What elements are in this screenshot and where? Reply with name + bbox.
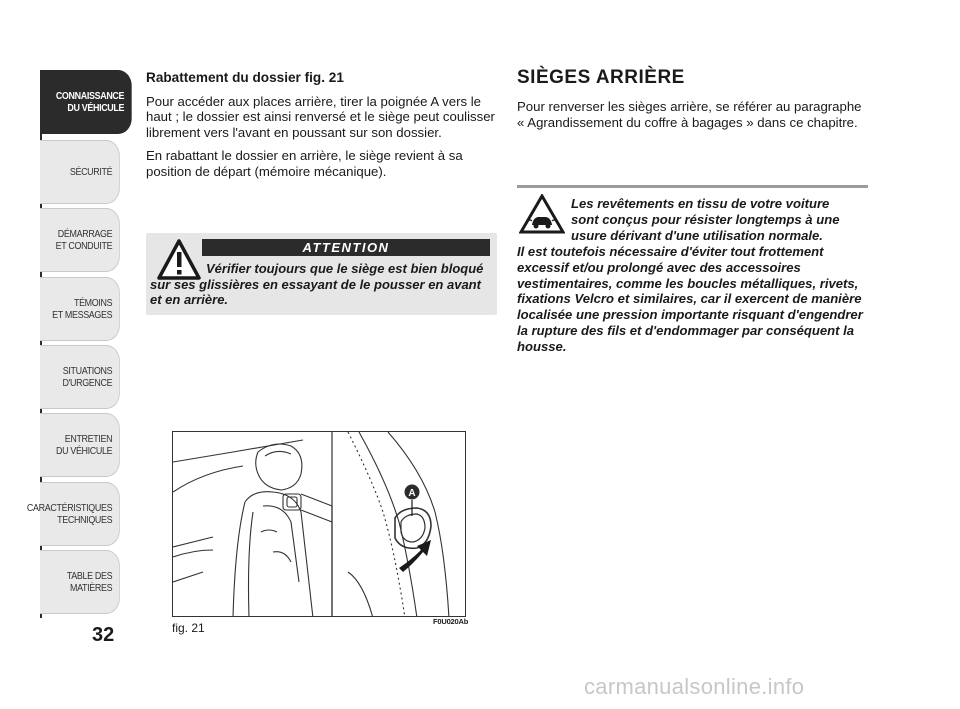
seat-illustration <box>173 432 466 617</box>
warning-box <box>146 233 497 315</box>
note-line-3: usure dérivant d'une utilisation normale. <box>571 227 823 243</box>
figure-caption: fig. 21 <box>172 621 205 635</box>
warning-label: ATTENTION <box>202 239 490 256</box>
figure-code: F0U020Ab <box>433 617 469 626</box>
tab-temoins-et-messages[interactable]: TÉMOINS ET MESSAGES <box>40 277 120 341</box>
right-column <box>517 67 869 130</box>
tab-securite[interactable]: SÉCURITÉ <box>40 140 120 204</box>
tab-caracteristiques-techniques[interactable]: CARACTÉRISTIQUES TECHNIQUES <box>40 482 120 546</box>
seat-figure <box>172 431 466 617</box>
left-column <box>146 70 496 188</box>
paragraph-1: Pour accéder aux places arrière, tirer la poignée A vers le haut ; le dossier est ainsi renversé et le siège peut coulisser librement vers l'avant en poussant sur son dossier. <box>146 93 495 140</box>
tab-demarrage-et-conduite[interactable]: DÉMARRAGE ET CONDUITE <box>40 208 120 272</box>
right-paragraph: Pour renverser les sièges arrière, se référer au paragraphe « Agrandissement du coffre à bagages » dans ce chapitre. <box>517 99 862 130</box>
tab-situations-d-urgence[interactable]: SITUATIONS D'URGENCE <box>40 345 120 409</box>
tab-connaissance-du-vehicule[interactable]: CONNAISSANCE DU VÉHICULE <box>40 70 132 134</box>
paragraph-2: En rabattant le dossier en arrière, le siège revient à sa position de départ (mémoire mécanique). <box>146 148 463 179</box>
note-text <box>517 196 869 355</box>
note-line-2: sont conçus pour résister longtemps à une <box>571 211 840 227</box>
page-title: SIÈGES ARRIÈRE <box>517 67 685 88</box>
warning-text: Vérifier toujours que le siège est bien bloqué sur ses glissières en essayant de le pousser en avant et en arrière. <box>150 261 484 308</box>
tab-entretien-du-vehicule[interactable]: ENTRETIEN DU VÉHICULE <box>40 413 120 477</box>
watermark: carmanualsonline.info <box>584 674 805 699</box>
callout-a: A <box>408 488 416 499</box>
note-rest: Il est toutefois nécessaire d'éviter tout frottement excessif et/ou prolongé avec des accessoires vestimentaires, comme les boucles métalliques, rivets, fixations Velcro et similaires, car il exercent de manière localisée une pression importante risquant d'engendrer la rupture des fils et d'endommager par conséquent la housse. <box>517 243 863 355</box>
page-number: 32 <box>92 624 115 646</box>
tab-table-des-matieres[interactable]: TABLE DES MATIÈRES <box>40 550 120 614</box>
section-heading: Rabattement du dossier fig. 21 <box>146 70 344 85</box>
note-rule <box>517 185 868 188</box>
note-line-1: Les revêtements en tissu de votre voiture <box>571 196 830 211</box>
